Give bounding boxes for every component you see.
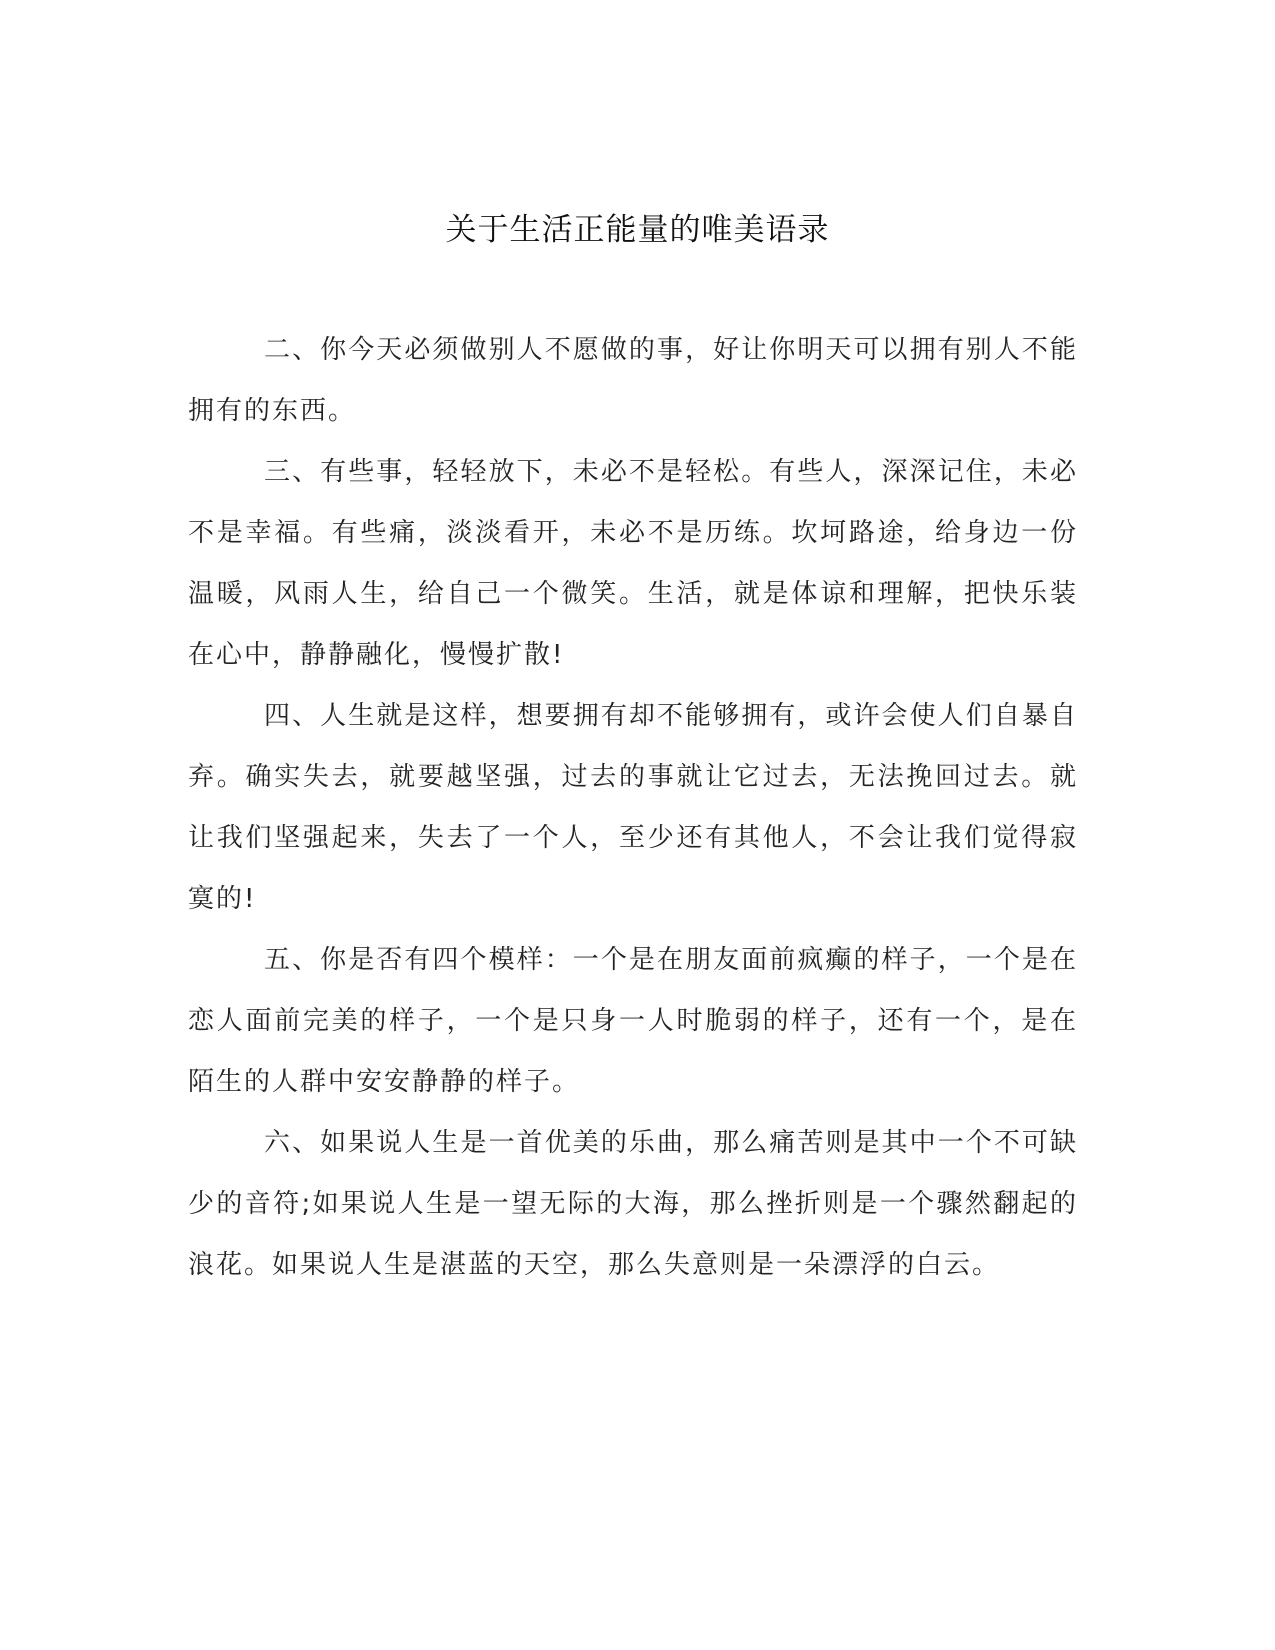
paragraph-5: 五、你是否有四个模样：一个是在朋友面前疯癫的样子，一个是在恋人面前完美的样子，一个是只身一人时脆弱的样子，还有一个，是在陌生的人群中安安静静的样子。	[188, 945, 1078, 1097]
paragraph-3: 三、有些事，轻轻放下，未必不是轻松。有些人，深深记住，未必不是幸福。有些痛，淡淡看开，未必不是历练。坎坷路途，给身边一份温暖，风雨人生，给自己一个微笑。生活，就是体谅和理解，把快乐装在心中，静静融化，慢慢扩散!	[188, 457, 1078, 670]
paragraph-2: 二、你今天必须做别人不愿做的事，好让你明天可以拥有别人不能拥有的东西。	[188, 335, 1078, 426]
document-title: 关于生活正能量的唯美语录	[445, 212, 830, 248]
paragraph-6: 六、如果说人生是一首优美的乐曲，那么痛苦则是其中一个不可缺少的音符;如果说人生是一望无际的大海，那么挫折则是一个骤然翻起的浪花。如果说人生是湛蓝的天空，那么失意则是一朵漂浮的白云。	[188, 1128, 1078, 1280]
paragraph-4: 四、人生就是这样，想要拥有却不能够拥有，或许会使人们自暴自弃。确实失去，就要越坚强，过去的事就让它过去，无法挽回过去。就让我们坚强起来，失去了一个人，至少还有其他人，不会让我们觉得寂寞的!	[188, 701, 1078, 914]
document-body	[188, 320, 1078, 1296]
